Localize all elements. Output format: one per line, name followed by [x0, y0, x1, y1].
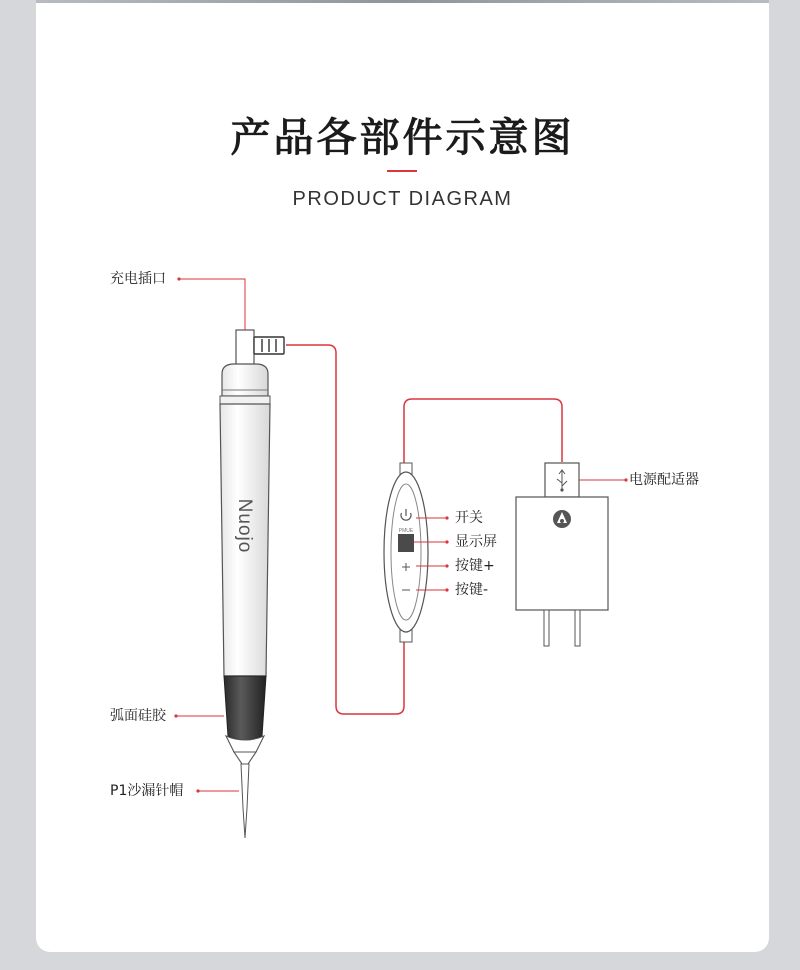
cable-to-adapter — [404, 399, 562, 465]
pen-grip — [224, 676, 266, 740]
adapter-logo-icon — [553, 510, 571, 528]
label-key-minus: 按键- — [455, 582, 489, 598]
pen-brand-logo: Nuojo — [234, 498, 255, 554]
label-power-adapter: 电源配适器 — [629, 472, 699, 488]
label-switch: 开关 — [455, 510, 483, 526]
page-title: 产品各部件示意图 — [230, 115, 575, 161]
controller-screen-caption: PMUE — [398, 528, 414, 534]
pen-cap — [222, 364, 268, 396]
inline-controller — [384, 463, 428, 642]
label-charging-port: 充电插口 — [110, 271, 166, 287]
pen-needle — [241, 764, 249, 838]
label-key-plus: 按键+ — [455, 558, 495, 574]
label-display: 显示屏 — [455, 534, 497, 550]
pen-needle-cap — [234, 752, 256, 764]
label-arc-silicone: 弧面硅胶 — [110, 708, 166, 724]
controller-display — [398, 534, 414, 552]
leader-charging-port — [179, 279, 245, 330]
label-needle-cap: P1沙漏针帽 — [110, 783, 184, 799]
power-adapter — [516, 463, 608, 646]
pen-device — [220, 330, 284, 838]
content-card — [36, 0, 769, 952]
page-subtitle: PRODUCT DIAGRAM — [292, 188, 513, 210]
